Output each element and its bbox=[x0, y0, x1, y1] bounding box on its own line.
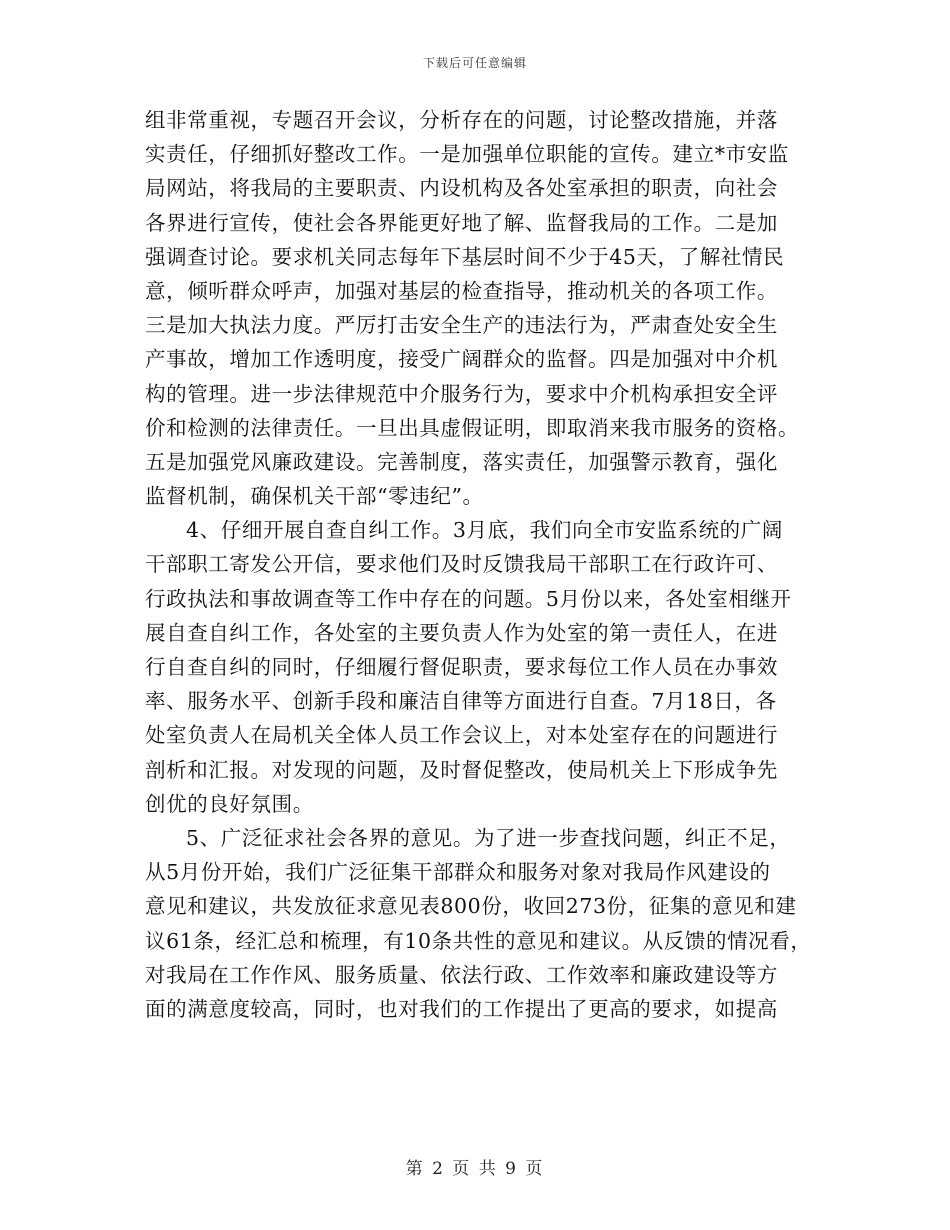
text-line: 产事故，增加工作透明度，接受广阔群众的监督。四是加强对中介机 bbox=[145, 347, 778, 372]
text-line: 展自查自纠工作，各处室的主要负责人作为处室的第一责任人，在进 bbox=[145, 620, 778, 645]
page-header: 下载后可任意编辑 bbox=[422, 56, 527, 70]
body-text bbox=[145, 103, 825, 1026]
text-line: 监督机制，确保机关干部“零违纪”。 bbox=[145, 484, 484, 509]
text-line: 行政执法和事故调查等工作中存在的问题。5月份以来，各处室相继开 bbox=[145, 586, 792, 611]
text-line: 价和检测的法律责任。一旦出具虚假证明，即取消来我市服务的资格。 bbox=[145, 415, 800, 440]
page-number-footer: 第 2 页 共 9 页 bbox=[405, 1159, 545, 1179]
text-line: 构的管理。进一步法律规范中介服务行为，要求中介机构承担安全评 bbox=[145, 381, 778, 406]
text-line: 对我局在工作作风、服务质量、依法行政、工作效率和廉政建设等方 bbox=[145, 962, 778, 987]
text-line: 率、服务水平、创新手段和廉洁自律等方面进行自查。7月18日，各 bbox=[145, 689, 777, 714]
text-line: 处室负责人在局机关全体人员工作会议上，对本处室存在的问题进行 bbox=[145, 723, 778, 748]
text-line: 意见和建议，共发放征求意见表800份，收回273份，征集的意见和建 bbox=[145, 894, 797, 919]
text-line: 面的满意度较高，同时，也对我们的工作提出了更高的要求，如提高 bbox=[145, 996, 778, 1021]
text-line: 组非常重视，专题召开会议，分析存在的问题，讨论整改措施，并落 bbox=[145, 108, 778, 132]
text-line: 从5月份开始，我们广泛征集干部群众和服务对象对我局作风建设的 bbox=[145, 860, 771, 885]
text-line: 行自查自纠的同时，仔细履行督促职责，要求每位工作人员在办事效 bbox=[145, 655, 778, 679]
text-line: 各界进行宣传，使社会各界能更好地了解、监督我局的工作。二是加 bbox=[145, 210, 778, 235]
text-line: 干部职工寄发公开信，要求他们及时反馈我局干部职工在行政许可、 bbox=[145, 552, 778, 577]
text-line: 剖析和汇报。对发现的问题，及时督促整改，使局机关上下形成争先 bbox=[145, 757, 778, 782]
text-line: 创优的良好氛围。 bbox=[145, 791, 314, 816]
paragraph-start-line: 4、仔细开展自查自纠工作。3月底，我们向全市安监系统的广阔 bbox=[186, 518, 783, 543]
text-line: 议61条，经汇总和梳理，有10条共性的意见和建议。从反馈的情况看， bbox=[145, 928, 812, 953]
paragraph-start-line: 5、广泛征求社会各界的意见。为了进一步查找问题，纠正不足， bbox=[186, 825, 791, 850]
text-line: 五是加强党风廉政建设。完善制度，落实责任，加强警示教育，强化 bbox=[145, 449, 778, 474]
text-line: 局网站，将我局的主要职责、内设机构及各处室承担的职责，向社会 bbox=[145, 176, 778, 201]
text-line: 意，倾听群众呼声，加强对基层的检查指导，推动机关的各项工作。 bbox=[145, 278, 778, 303]
text-line: 实责任，仔细抓好整改工作。一是加强单位职能的宣传。建立*市安监 bbox=[145, 142, 789, 167]
text-line: 强调查讨论。要求机关同志每年下基层时间不少于45天，了解社情民 bbox=[145, 244, 785, 269]
text-line: 三是加大执法力度。严厉打击安全生产的违法行为，严肃查处安全生 bbox=[145, 313, 778, 338]
